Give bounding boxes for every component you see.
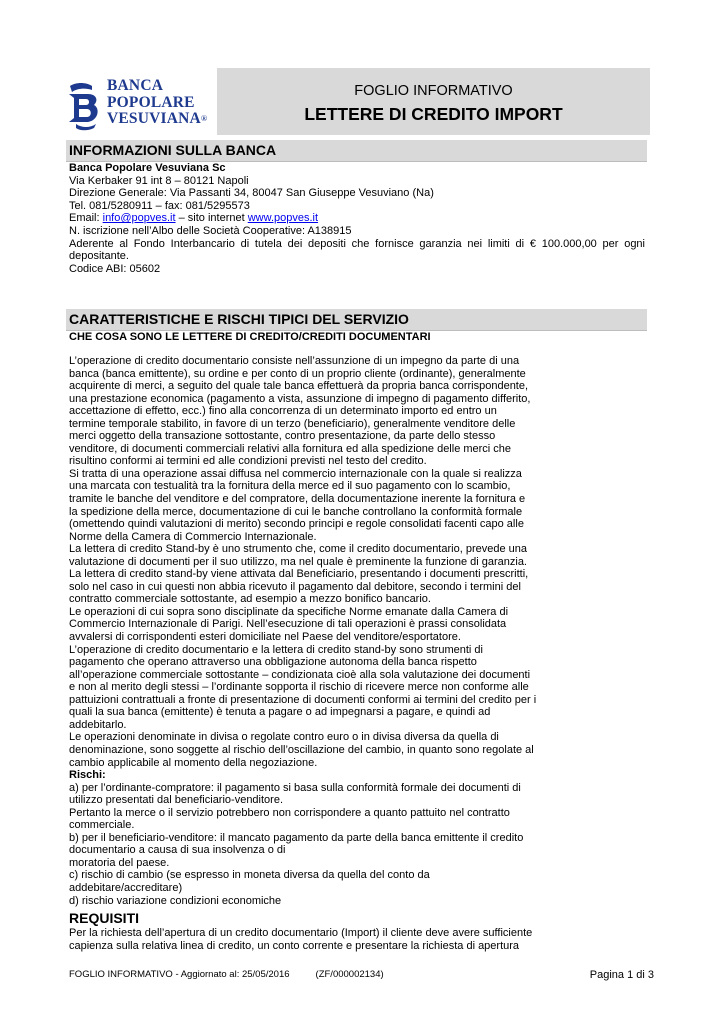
- requisiti-line: capienza sulla relativa linea di credito, un conto corrente e presentare la richiesta di apertura: [69, 939, 520, 952]
- requisiti-body: [69, 927, 645, 952]
- paragraph-line: una prestazione economica (pagamento a vista, assunzione di impegno di pagamento differito,: [69, 392, 531, 405]
- document-title: LETTERE DI CREDITO IMPORT: [304, 104, 563, 124]
- paragraph-line: Le operazioni denominate in divisa o regolate contro euro o in divisa diversa da quella di: [69, 731, 499, 744]
- paragraph-line: La lettera di credito Stand-by è uno strumento che, come il credito documentario, prevede una: [69, 543, 527, 556]
- characteristics-body: [69, 355, 645, 907]
- site-label: – sito internet: [175, 212, 248, 225]
- paragraph-line: Si tratta di una operazione assai diffusa nel commercio internazionale con la quale si realizza: [69, 467, 522, 480]
- paragraph-line: denominazione, sono soggette al rischio dell’oscillazione del cambio, in quanto sono regolate al: [69, 743, 534, 756]
- paragraph-line: accettazione di effetto, ecc.) fino alla concorrenza di un determinato importo ed entro un: [69, 405, 497, 418]
- paragraph-line: b) per il beneficiario-venditore: il mancato pagamento da parte della banca emittente il credito: [69, 831, 524, 844]
- paragraph-line: documentario a causa di sua insolvenza o di: [69, 844, 286, 857]
- paragraph-line: contratto commerciale sottostante, ad esempio a mezzo bonifico bancario.: [69, 593, 431, 606]
- bank-info-block: [69, 162, 645, 275]
- logo-line-3: VESUVIANA®: [107, 110, 208, 127]
- paragraph-line: Pertanto la merce o il servizio potrebbero non corrispondere a quanto pattuito nel contratto: [69, 806, 510, 819]
- bank-address: Via Kerbaker 91 int 8 – 80121 Napoli: [69, 174, 249, 187]
- paragraph-line: Commercio Internazionale di Parigi. Nell’esecuzione di tali operazioni è prassi consolidata: [69, 618, 507, 631]
- requisiti-line: Per la richiesta dell’apertura di un credito documentario (Import) il cliente deve avere sufficiente: [69, 927, 533, 939]
- paragraph-line: avvalersi di corrispondenti esteri domiciliate nel Paese del venditore/esportatore.: [69, 631, 461, 644]
- paragraph-line: una marcata con testualità tra la fornitura della merce ed il suo pagamento con lo scambio,: [69, 480, 511, 493]
- paragraph-line: L’operazione di credito documentario e la lettera di credito stand-by sono strumenti di: [69, 643, 483, 656]
- bank-albo: N. iscrizione nell’Albo delle Società Cooperative: A138915: [69, 224, 352, 237]
- logo-line-1: BANCA: [107, 77, 164, 94]
- paragraph-line: venditore, di documenti commerciali relativi alla fornitura ed alla spedizione delle merci che: [69, 442, 512, 455]
- document-header: [217, 68, 650, 135]
- page-footer: [69, 969, 384, 980]
- paragraph-line: pattuizioni contrattuali a fronte di presentazione di documenti conformi ai termini del credito per i: [69, 693, 537, 706]
- paragraph-line: termine temporale stabilito, in favore di un terzo (beneficiario), generalmente venditore delle: [69, 417, 516, 430]
- paragraph-line: acquirente di merci, a seguito del quale tale banca effettuerà da propria banca corrispondente,: [69, 380, 529, 393]
- logo-line-2: POPOLARE: [107, 93, 195, 111]
- bank-contacts: [69, 212, 645, 225]
- paragraph-line: risultino conformi ai termini ed alle condizioni previsti nel testo del credito.: [69, 455, 427, 468]
- bank-emblem-icon: [66, 80, 102, 132]
- paragraph-line: pagamento che operano attraverso una obbligazione autonoma della banca rispetto: [69, 656, 477, 669]
- paragraph-line: (omettendo quindi valutazioni di merito) secondo principi e regole consolidati facenti capo alle: [69, 518, 524, 531]
- paragraph-line: La lettera di credito stand-by viene attivata dal Beneficiario, presentando i documenti prescritti,: [69, 568, 529, 581]
- email-label: Email:: [69, 212, 103, 225]
- paragraph-line: addebitarlo.: [69, 718, 127, 731]
- footer-code: (ZF/000002134): [315, 969, 384, 980]
- bank-logo: [66, 78, 218, 130]
- section-title-requisiti: REQUISITI: [69, 910, 140, 926]
- paragraph-line: Rischi:: [69, 769, 106, 782]
- paragraph-line: cambio applicabile al momento della negoziazione.: [69, 756, 318, 769]
- paragraph-line: la spedizione della merce, documentazione di cui le banche controllano la conformità formale: [69, 505, 523, 518]
- paragraph-line: solo nel caso in cui questi non abbia ricevuto il pagamento dal debitore, secondo i termini del: [69, 580, 521, 593]
- document-subtitle: FOGLIO INFORMATIVO: [354, 83, 513, 99]
- paragraph-line: all’operazione commerciale sottostante – condizionata cioè alla sola valutazione dei documenti: [69, 668, 531, 681]
- paragraph-line: L’operazione di credito documentario consiste nell’assunzione di un impegno da parte di una: [69, 355, 520, 367]
- paragraph-line: moratoria del paese.: [69, 856, 170, 869]
- bank-fondo: Aderente al Fondo Interbancario di tutela dei depositi che fornisce garanzia nei limiti di € 100.000,00 per ogni depositante.: [69, 237, 645, 263]
- paragraph-line: a) per l’ordinante-compratore: il pagamento si basa sulla conformità formale dei documenti di: [69, 781, 521, 794]
- paragraph-line: banca (banca emittente), su ordine e per conto di un proprio cliente (ordinante), generalmente: [69, 367, 526, 380]
- paragraph-line: valutazione di documenti per il suo utilizzo, ma nel quale è preminente la funzione di garanzia.: [69, 555, 527, 568]
- paragraph-line: d) rischio variazione condizioni economiche: [69, 894, 282, 907]
- paragraph-line: e non al merito degli stessi – l’ordinante sopporta il rischio di ricevere merce non conforme alle: [69, 681, 529, 694]
- paragraph-line: utilizzo presentati dal beneficiario-venditore.: [69, 794, 284, 807]
- paragraph-line: Norme della Camera di Commercio Internazionale.: [69, 530, 317, 543]
- bank-direction: Direzione Generale: Via Passanti 34, 80047 San Giuseppe Vesuviano (Na): [69, 187, 434, 200]
- bank-name: Banca Popolare Vesuviana Sc: [69, 162, 226, 174]
- website-link[interactable]: www.popves.it: [247, 212, 319, 225]
- paragraph-line: merci oggetto della transazione sottostante, contro presentazione, da parte dello stesso: [69, 430, 496, 443]
- bank-abi: Codice ABI: 05602: [69, 262, 161, 275]
- paragraph-line: Le operazioni di cui sopra sono disciplinate da specifiche Norme emanate dalla Camera di: [69, 605, 509, 618]
- paragraph-line: tramite le banche del venditore e del compratore, della documentazione inerente la fornitura e: [69, 493, 526, 506]
- email-link[interactable]: info@popves.it: [102, 212, 176, 225]
- paragraph-line: c) rischio di cambio (se espresso in moneta diversa da quella del conto da: [69, 869, 430, 882]
- section-title-bank-info: INFORMAZIONI SULLA BANCA: [66, 140, 647, 162]
- footer-text: FOGLIO INFORMATIVO - Aggiornato al: 25/05/2016: [69, 969, 290, 980]
- section-subheading: CHE COSA SONO LE LETTERE DI CREDITO/CREDITI DOCUMENTARI: [69, 331, 431, 343]
- paragraph-line: quali la sua banca (emittente) è tenuta a pagare o ad impegnarsi a pagare, e quindi ad: [69, 706, 491, 719]
- section-title-characteristics: CARATTERISTICHE E RISCHI TIPICI DEL SERVIZIO: [66, 309, 647, 331]
- page-number: Pagina 1 di 3: [589, 969, 654, 981]
- paragraph-line: addebitare/accreditare): [69, 881, 183, 894]
- registered-mark: ®: [200, 114, 208, 123]
- paragraph-line: commerciale.: [69, 819, 135, 832]
- bank-phone: Tel. 081/5280911 – fax: 081/5295573: [69, 199, 250, 212]
